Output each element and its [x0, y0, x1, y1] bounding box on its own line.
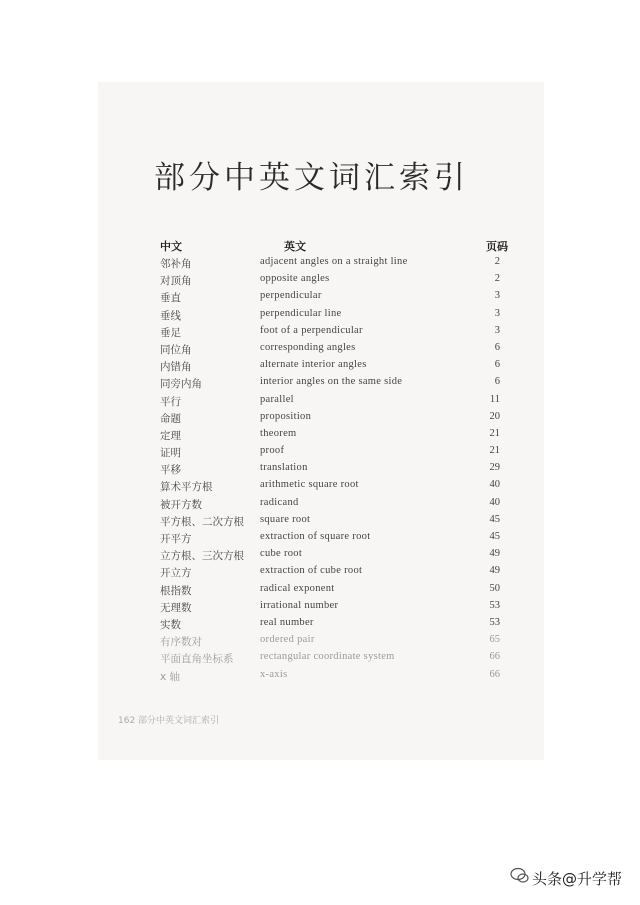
page-number: 2 — [494, 256, 500, 267]
chinese-term: 有序数对 — [160, 636, 202, 649]
chinese-term: 实数 — [160, 618, 181, 631]
page-number: 20 — [489, 410, 500, 422]
index-row — [98, 427, 544, 444]
english-term: perpendicular line — [260, 307, 342, 319]
index-row — [98, 289, 544, 306]
english-term: proof — [260, 445, 285, 457]
index-row — [98, 444, 544, 461]
chinese-term: 同旁内角 — [160, 378, 202, 391]
english-term: square root — [260, 513, 311, 525]
chinese-term: 命题 — [160, 412, 181, 425]
index-row — [98, 616, 544, 633]
header-english: 英文 — [284, 240, 306, 253]
page-number: 40 — [489, 496, 500, 508]
index-row — [98, 461, 544, 478]
page-number: 3 — [494, 307, 500, 319]
page-title: 部分中英文词汇索引 — [154, 160, 469, 196]
watermark-text: 头条@升学帮 — [532, 870, 623, 888]
chinese-term: 垂足 — [160, 326, 181, 339]
index-row — [98, 358, 544, 375]
english-term: radicand — [260, 496, 299, 508]
english-term: real number — [260, 616, 314, 628]
index-list — [98, 255, 544, 685]
english-term: opposite angles — [260, 273, 330, 285]
page-number: 49 — [489, 548, 500, 560]
index-row — [98, 255, 544, 272]
chinese-term: 根指数 — [160, 584, 192, 597]
index-row — [98, 633, 544, 650]
page-number: 50 — [489, 582, 500, 594]
chinese-term: 邻补角 — [160, 258, 192, 270]
chinese-term: 立方根、三次方根 — [160, 550, 244, 563]
index-row — [98, 410, 544, 427]
english-term: perpendicular — [260, 290, 322, 302]
english-term: rectangular coordinate system — [260, 651, 395, 663]
english-term: extraction of cube root — [260, 565, 363, 577]
chinese-term: 内错角 — [160, 361, 192, 374]
chinese-term: 对顶角 — [160, 275, 192, 288]
page-number: 53 — [489, 616, 500, 628]
chinese-term: 开平方 — [160, 533, 192, 545]
page-number: 6 — [494, 359, 500, 371]
watermark — [508, 868, 622, 889]
index-row — [98, 599, 544, 616]
page-number: 3 — [494, 290, 500, 302]
page-number: 66 — [489, 668, 500, 680]
chinese-term: 被开方数 — [160, 498, 202, 511]
chinese-term: 算术平方根 — [160, 481, 213, 494]
index-row — [98, 582, 544, 599]
english-term: ordered pair — [260, 634, 315, 646]
english-term: extraction of square root — [260, 531, 371, 542]
page-number: 45 — [489, 531, 500, 542]
chinese-term: 平面直角坐标系 — [160, 653, 234, 666]
english-term: cube root — [260, 548, 303, 560]
english-term: irrational number — [260, 599, 339, 611]
page-number: 53 — [489, 599, 500, 611]
chinese-term: 证明 — [160, 447, 181, 460]
index-row — [98, 272, 544, 289]
page-number: 6 — [494, 376, 500, 388]
chinese-term: 同位角 — [160, 343, 192, 356]
english-term: translation — [260, 462, 308, 474]
page-number: 29 — [489, 462, 500, 474]
index-row — [98, 393, 544, 410]
index-row — [98, 650, 544, 667]
page-number: 21 — [489, 427, 500, 439]
index-row — [98, 564, 544, 581]
chinese-term: 垂线 — [160, 309, 181, 322]
index-row — [98, 530, 544, 547]
chinese-term: x 轴 — [160, 670, 181, 683]
header-chinese: 中文 — [160, 240, 182, 253]
page-number: 65 — [489, 634, 500, 646]
page-number: 3 — [494, 324, 500, 336]
english-term: x-axis — [260, 668, 288, 680]
english-term: arithmetic square root — [260, 479, 359, 491]
english-term: parallel — [260, 393, 294, 405]
chinese-term: 平方根、二次方根 — [160, 515, 244, 528]
index-row — [98, 547, 544, 564]
chinese-term: 定理 — [160, 429, 181, 442]
index-row — [98, 341, 544, 358]
english-term: foot of a perpendicular — [260, 324, 363, 336]
page-number: 11 — [489, 393, 500, 405]
chinese-term: 无理数 — [160, 601, 192, 614]
index-row — [98, 478, 544, 495]
page-number: 66 — [489, 651, 500, 663]
english-term: radical exponent — [260, 582, 335, 594]
index-row — [98, 307, 544, 324]
english-term: adjacent angles on a straight line — [260, 256, 408, 267]
page-footer: 162 部分中英文词汇索引 — [118, 716, 220, 726]
english-term: alternate interior angles — [260, 359, 367, 371]
english-term: corresponding angles — [260, 341, 356, 353]
chinese-term: 平行 — [160, 395, 181, 408]
page-number: 2 — [494, 273, 500, 285]
index-row — [98, 513, 544, 530]
page-number: 40 — [489, 479, 500, 491]
index-row — [98, 375, 544, 392]
chinese-term: 平移 — [160, 464, 181, 477]
page-number: 21 — [489, 445, 500, 457]
document-page — [98, 82, 544, 760]
chinese-term: 开立方 — [160, 567, 192, 580]
chinese-term: 垂直 — [160, 292, 181, 305]
page-number: 6 — [494, 341, 500, 353]
page-number: 45 — [489, 513, 500, 525]
index-row — [98, 324, 544, 341]
english-term: theorem — [260, 427, 297, 439]
english-term: proposition — [260, 410, 312, 422]
header-page: 页码 — [486, 240, 508, 253]
index-row — [98, 496, 544, 513]
index-row — [98, 668, 544, 685]
english-term: interior angles on the same side — [260, 376, 403, 388]
page-number: 49 — [489, 565, 500, 577]
